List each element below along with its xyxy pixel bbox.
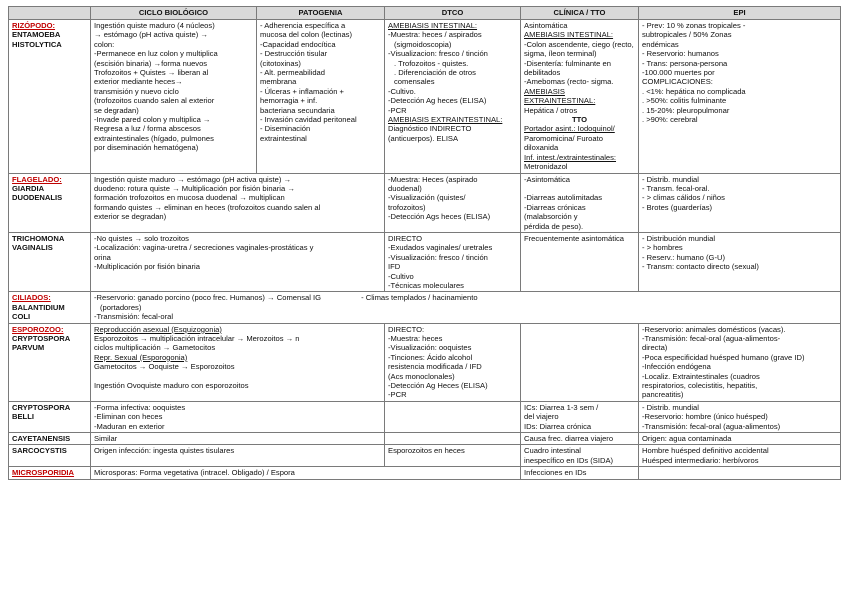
organism-sarcocystis: SARCOCYSTIS <box>9 445 91 467</box>
cell-line: -Detección Ag Heces (ELISA) <box>388 381 488 391</box>
cell-line: Diagnóstico INDIRECTO <box>388 124 472 134</box>
cell-line: -Amebomas (recto- sigma. <box>524 77 614 87</box>
cell-line: . <1%: hepática no complicada <box>642 86 746 96</box>
cell-line: -PCR <box>388 390 407 400</box>
cell-line: bacteriana secundaria <box>260 105 335 115</box>
cell-line: Repr. Sexual (Esporogonia) <box>94 352 188 362</box>
epi-cell <box>639 20 841 174</box>
cell-line: - Distrib. mundial <box>642 402 699 412</box>
organism-entamoeba <box>9 20 91 174</box>
cell-line: formación trofozoitos en mucosa duodenal → multiplican <box>94 193 285 203</box>
row-giardia <box>9 173 841 232</box>
row-cayetanensis <box>9 433 841 445</box>
cell-line: Trofozoitos + Quistes → liberan al <box>94 68 209 78</box>
cell-line: → estómago (pH activa quiste) → <box>94 30 208 40</box>
cell-line: -Transmisión: fecal-oral (agua-alimentos) <box>642 421 781 431</box>
organism-name: VAGINALIS <box>12 243 53 253</box>
cell-line: Esporozoitos → multiplicación intracelular → Merozoitos → n <box>94 334 300 343</box>
cell-line: - Úlceras + inflamación + <box>260 86 344 96</box>
cell-line: - Distrib. mundial <box>642 174 699 184</box>
cell-line: sigma, íleon terminal) <box>524 49 597 59</box>
clinica-cell <box>521 323 639 401</box>
organism-name: GIARDIA <box>12 183 45 193</box>
organism-name: CRYPTOSPORA <box>12 334 71 343</box>
organism-name: PARVUM <box>12 343 45 353</box>
header-dtco: DTCO <box>385 7 521 20</box>
organism-microsporidia: MICROSPORIDIA <box>9 467 91 479</box>
group-label: FLAGELADO: <box>12 174 62 184</box>
cell-line: -Visualizacion: fresco / tinción <box>388 49 488 59</box>
cell-line: -Disentería: fulminante en <box>524 58 611 68</box>
cell-line: TTO <box>571 115 588 125</box>
clinica-cell: Infecciones en IDs <box>521 467 639 479</box>
cell-line: por diseminación hematógena) <box>94 143 199 153</box>
cell-line: -Transmisión: fecal-oral (agua-alimentos- <box>642 334 781 343</box>
cell-line: mucosa del colon (lectinas) <box>260 30 353 40</box>
cell-line: Ingestión quiste maduro (4 núcleos) <box>94 21 215 30</box>
cell-line: Portador asint.: Iodoquinol/ <box>524 124 615 134</box>
cell-line: -Visualización (quistes/ <box>388 193 466 203</box>
row-balantidium <box>9 292 841 323</box>
header-clinica: CLÍNICA / TTO <box>521 7 639 20</box>
cell-line: Paromomicina/ Furoato diloxanida <box>524 133 603 153</box>
cell-line: - Diseminación <box>260 124 311 134</box>
row-cryptospora-parvum <box>9 323 841 401</box>
cell-line: -Técnicas moleculares <box>388 280 464 290</box>
cell-line: Metronidazol <box>524 162 568 172</box>
clinica-cell <box>521 173 639 232</box>
cell-line: Frecuentemente asintomática <box>524 233 625 243</box>
organism-trichomona <box>9 232 91 291</box>
ciclo-cell <box>91 323 385 401</box>
cell-line: Huésped intermediario: herbívoros <box>642 455 759 465</box>
cell-line: inespecífico en IDs (SIDA) <box>524 455 614 465</box>
dtco-cell <box>385 173 521 232</box>
clinica-cell <box>521 20 639 174</box>
group-label: CILIADOS: <box>12 293 51 303</box>
cell-line: respiratorios, colecistitis, hepatitis, <box>642 381 758 391</box>
cell-line: AMEBIASIS EXTRAINTESTINAL: <box>524 86 596 106</box>
cell-line: -Tinciones: Ácido alcohol <box>388 352 473 362</box>
cell-line <box>94 372 381 381</box>
cell-line: - Prev: 10 % zonas tropicales - <box>642 21 746 30</box>
ciclo-cell <box>91 401 385 432</box>
cell-line: -Reservorio: animales domésticos (vacas). <box>642 324 786 334</box>
cell-line: Reproducción asexual (Esquizogonia) <box>94 324 222 334</box>
cell-line: -Permanece en luz colon y multiplica <box>94 49 218 59</box>
cell-line: (citotoxinas) <box>260 58 301 68</box>
ciclo-cell <box>91 232 385 291</box>
ciclo-cell: Similar <box>91 433 385 445</box>
cell-line: pancreatitis) <box>642 390 684 400</box>
cell-line: -Cultivo <box>388 271 414 281</box>
cell-line: hemorragia + inf. <box>260 96 318 106</box>
row-trichomona <box>9 232 841 291</box>
cell-line: -PCR <box>388 105 407 115</box>
balantidium-info-cell <box>91 292 841 323</box>
cell-line: comensales <box>394 77 435 87</box>
cell-line: trofozoitos) <box>388 202 426 212</box>
cell-line: . >90%: cerebral <box>642 115 698 125</box>
epi-cell <box>639 445 841 467</box>
cell-line: extraintestinales (hígado, pulmones <box>94 133 214 143</box>
summary-table-container <box>8 6 840 480</box>
cell-line: Ingestión Ovoquiste maduro con esporozoitos <box>94 381 249 391</box>
cell-line: . Trofozoitos - quistes. <box>394 58 469 68</box>
cell-line: -Maduran en exterior <box>94 421 165 431</box>
patogenia-cell <box>257 20 385 174</box>
cell-line: IDs: Diarrea crónica <box>524 421 592 431</box>
cell-line: subtropicales / 50% Zonas <box>642 30 732 40</box>
cell-line: exterior se degradan) <box>94 212 167 222</box>
organism-giardia <box>9 173 91 232</box>
cell-line: resistencia modificada / IFD <box>388 362 482 372</box>
epi-cell <box>639 323 841 401</box>
cell-line: duodeno: rotura quiste → Multiplicación por fisión binaria → <box>94 183 295 193</box>
header-patogenia: PATOGENIA <box>257 7 385 20</box>
group-label: RIZÓPODO: <box>12 21 56 30</box>
cell-line: (Acs monoclonales) <box>388 371 455 381</box>
cell-line: -Visualización: fresco / tinción <box>388 252 488 262</box>
organism-name: CRYPTOSPORA <box>12 402 71 412</box>
cell-line: - Destrucción tisular <box>260 49 328 59</box>
cell-line: Ingestión quiste maduro → estómago (pH activa quiste) → <box>94 174 292 184</box>
cell-line: formando quistes → eliminan en heces (trofozoitos cuando salen al <box>94 202 321 212</box>
epi-cell <box>639 173 841 232</box>
cell-line: -Reservorio: hombre (único huésped) <box>642 412 768 422</box>
cell-line: endémicas <box>642 39 679 49</box>
protozoa-summary-table <box>8 6 841 480</box>
epi-cell <box>639 467 841 479</box>
group-label: ESPOROZOO: <box>12 324 64 334</box>
row-microsporidia <box>9 467 841 479</box>
cell-line: -Detección Ag heces (ELISA) <box>388 96 487 106</box>
cell-line: (trofozoitos cuando salen al exterior <box>94 96 215 106</box>
ciclo-cell: Origen infección: ingesta quistes tisulares <box>91 445 385 467</box>
cell-line: - Transm: contacto directo (sexual) <box>642 262 759 272</box>
cell-line: -Muestra: Heces (aspirado <box>388 174 478 184</box>
cell-line: - Brotes (guarderías) <box>642 202 713 212</box>
cell-line: DIRECTO <box>388 233 423 243</box>
epi-cell: Origen: agua contaminada <box>639 433 841 445</box>
cell-line: -Muestra: heces / aspirados <box>388 30 482 40</box>
row-entamoeba <box>9 20 841 174</box>
organism-cryptospora-belli <box>9 401 91 432</box>
cell-line: -Capacidad endocítica <box>260 39 336 49</box>
organism-name: DUODENALIS <box>12 193 63 203</box>
cell-line: (anticuerpos). ELISA <box>388 133 459 143</box>
cell-line: -Localiz. Extraintestinales (cuadros <box>642 371 760 381</box>
dtco-cell <box>385 433 521 445</box>
reservorio-text: -Reservorio: ganado porcino (poco frec. Humanos) → Comensal IG <box>94 293 322 303</box>
cell-line: ICs: Diarrea 1-3 sem / <box>524 402 599 412</box>
cell-line: - Adherencia específica a <box>260 21 346 30</box>
header-row <box>9 7 841 20</box>
cell-line: Gametocitos → Ooquiste → Esporozoitos <box>94 362 235 372</box>
cell-line: -Invade pared colon y multiplica → <box>94 115 211 125</box>
row-sarcocystis <box>9 445 841 467</box>
cell-line: -Eliminan con heces <box>94 412 163 422</box>
cell-line: DIRECTO: <box>388 324 425 334</box>
ciclo-cell <box>91 20 257 174</box>
header-empty <box>9 7 91 20</box>
cell-line: -Diarreas crónicas (malabsorción y <box>524 202 586 222</box>
cell-line: -Muestra: heces <box>388 334 443 343</box>
cell-line: . 15-20%: pleuropulmonar <box>642 105 730 115</box>
cell-line: -Forma infectiva: ooquistes <box>94 402 186 412</box>
cell-line: -Colon ascendente, ciego (recto, <box>524 39 634 49</box>
clima-text: - Climas templados / hacinamiento <box>361 293 478 303</box>
epi-cell <box>639 232 841 291</box>
dtco-cell <box>385 232 521 291</box>
organism-name: COLI <box>12 312 31 322</box>
cell-line: -Detección Ags heces (ELISA) <box>388 212 491 222</box>
balantidium-line: -Transmisión: fecal-oral <box>94 312 174 322</box>
cell-line: - > hombres <box>642 243 683 253</box>
cell-line: colon: <box>94 39 115 49</box>
row-cryptospora-belli <box>9 401 841 432</box>
cell-line: transmisión y nuevo ciclo <box>94 86 179 96</box>
dtco-cell <box>385 401 521 432</box>
cell-line: -Localización: vagina-uretra / secreciones vaginales-prostáticas y <box>94 243 314 253</box>
clinica-cell <box>521 445 639 467</box>
cell-line: del viajero <box>524 412 559 422</box>
clinica-cell <box>521 401 639 432</box>
cell-line: (escisión binaria) →forma nuevos <box>94 58 208 68</box>
cell-line: . >50%: colitis fulminante <box>642 96 727 106</box>
dtco-cell: Esporozoitos en heces <box>385 445 521 467</box>
cell-line: - Invasión cavidad peritoneal <box>260 115 357 125</box>
balantidium-line: (portadores) <box>100 302 142 312</box>
cell-line: -100.000 muertes por <box>642 68 715 78</box>
cell-line: Regresa a luz / forma abscesos <box>94 124 201 134</box>
cell-line: Asintomática <box>524 21 568 30</box>
header-epi: EPI <box>639 7 841 20</box>
header-ciclo: CICLO BIOLÓGICO <box>91 7 257 20</box>
cell-line: -Exudados vaginales/ uretrales <box>388 243 493 253</box>
cell-line: COMPLICACIONES: <box>642 77 713 87</box>
cell-line: -Infección endógena <box>642 362 711 372</box>
clinica-cell <box>521 232 639 291</box>
cell-line: Hepática / otros <box>524 105 578 115</box>
cell-line: -No quistes → solo trozoitos <box>94 233 189 243</box>
cell-line: orina <box>94 252 111 262</box>
cell-line: (sigmoidoscopia) <box>394 39 452 49</box>
dtco-cell <box>385 323 521 401</box>
cell-line: - Trans: persona-persona <box>642 58 728 68</box>
cell-line: AMEBIASIS EXTRAINTESTINAL: <box>388 115 503 125</box>
cell-line: AMEBIASIS INTESTINAL: <box>524 30 614 40</box>
organism-cayetanensis: CAYETANENSIS <box>9 433 91 445</box>
clinica-cell: Causa frec. diarrea viajero <box>521 433 639 445</box>
cell-line: exterior mediante heces→ <box>94 77 183 87</box>
ciclo-cell <box>91 173 385 232</box>
cell-line: debilitados <box>524 68 561 78</box>
cell-line: -Multiplicación por fisión binaria <box>94 262 200 272</box>
cell-line: - Distribución mundial <box>642 233 716 243</box>
epi-cell <box>639 401 841 432</box>
cell-line: Cuadro intestinal <box>524 446 581 456</box>
cell-line: duodenal) <box>388 183 422 193</box>
cell-line: ciclos multiplicación → Gametocitos <box>94 343 216 353</box>
cell-line: -Poca especificidad huésped humano (grave ID) <box>642 352 805 362</box>
cell-line: se degradan) <box>94 105 139 115</box>
cell-line: - Transm. fecal-oral. <box>642 183 710 193</box>
organism-name: BELLI <box>12 412 34 422</box>
cell-line: - Reservorio: humanos <box>642 49 719 59</box>
organism-name: BALANTIDIUM <box>12 302 65 312</box>
cell-line: - Alt. permeabilidad <box>260 68 326 78</box>
organism-name: HISTOLYTICA <box>12 39 62 49</box>
cell-line: -Diarreas autolimitadas <box>524 193 603 203</box>
organism-balantidium <box>9 292 91 323</box>
organism-name: ENTAMOEBA <box>12 30 61 40</box>
cell-line <box>524 184 635 193</box>
organism-cryptospora-parvum <box>9 323 91 401</box>
cell-line: directa) <box>642 343 668 353</box>
cell-line: -Asintomática <box>524 174 571 184</box>
cell-line: IFD <box>388 262 401 272</box>
cell-line: Hombre huésped definitivo accidental <box>642 446 769 456</box>
cell-line: extraintestinal <box>260 133 307 143</box>
organism-name: TRICHOMONA <box>12 233 65 243</box>
cell-line: . Diferenciación de otros <box>394 68 476 78</box>
cell-line: - > climas cálidos / niños <box>642 193 725 203</box>
cell-line: Inf. intest./extraintestinales: <box>524 152 617 162</box>
cell-line: -Cultivo. <box>388 86 416 96</box>
cell-line: AMEBIASIS INTESTINAL: <box>388 21 478 30</box>
cell-line: pérdida de peso). <box>524 221 584 231</box>
cell-line: - Reserv.: humano (G-U) <box>642 252 725 262</box>
cell-line: membrana <box>260 77 297 87</box>
ciclo-cell: Microsporas: Forma vegetativa (intracel. Obligado) / Espora <box>91 467 521 479</box>
cell-line: -Visualización: ooquistes <box>388 343 472 353</box>
dtco-cell <box>385 20 521 174</box>
balantidium-line <box>94 293 837 302</box>
